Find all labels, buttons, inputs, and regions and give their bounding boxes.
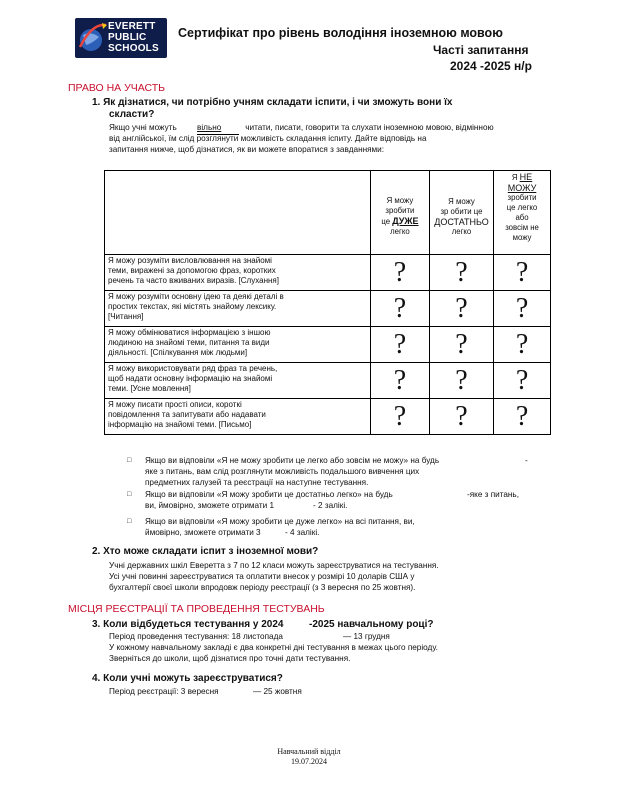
self-assessment-table — [104, 170, 551, 435]
answer-mark: ? — [429, 291, 493, 327]
section-eligibility-heading: ПРАВО НА УЧАСТЬ — [68, 82, 166, 94]
table-header-row — [105, 171, 551, 255]
answer-mark: ? — [429, 363, 493, 399]
row-statement-writing: Я можу писати прості описи, короткі повідомлення та запитувати або надавати інформацію на знайомі теми. [Письмо] — [105, 399, 371, 435]
bullet-1-line-1: Якщо ви відповіли «Я не можу зробити це легко або зовсім не можу» на будь - — [145, 456, 528, 465]
answer-mark: ? — [494, 255, 551, 291]
bullet-1-line-2: яке з питань, вам слід розглянути можливість подальшого вивчення цих — [145, 467, 420, 476]
answer-1-text-a: Якщо учні можуть — [109, 123, 177, 132]
bullet-2-line-1: Якщо ви відповіли «Я можу зробити це достатньо легко» на будь -яке з питань, — [145, 490, 519, 499]
answer-1-line-2: від англійської, їм слід розглянути можливість складання іспиту. Дайте відповідь на — [109, 134, 427, 143]
table-row — [105, 399, 551, 435]
answer-mark: ? — [429, 399, 493, 435]
answer-2-line-3: бухгалтерії своєї школи впродовж періоду реєстрації (з 3 вересня по 25 жовтня). — [109, 583, 416, 592]
answer-2-line-2: Усі учні повинні зареєструватися та оплатити внесок у розмірі 10 доларів США у — [109, 572, 415, 581]
faq-subtitle: Часті запитання — [433, 43, 529, 57]
bullet-icon: □ — [127, 457, 132, 464]
logo-line-3: SCHOOLS — [108, 43, 159, 54]
row-statement-reading: Я можу розуміти основну ідею та деякі деталі в простих текстах, які містять знайому лексику. [Читання] — [105, 291, 371, 327]
answer-mark: ? — [429, 327, 493, 363]
table-row — [105, 291, 551, 327]
question-2: 2. Хто може складати іспит з іноземної мови? — [92, 546, 319, 557]
question-3: 3. Коли відбудеться тестування у 2024 -2025 навчальному році? — [92, 619, 434, 630]
school-year: 2024 -2025 н/р — [450, 59, 532, 73]
answer-mark: ? — [494, 327, 551, 363]
answer-mark: ? — [370, 255, 429, 291]
answer-mark: ? — [370, 327, 429, 363]
table-row — [105, 255, 551, 291]
header-cannot: Я НЕ МОЖУ зробити це легко або зовсім не можу — [494, 171, 551, 255]
answer-mark: ? — [494, 363, 551, 399]
answer-2-line-1: Учні державних шкіл Еверетта з 7 по 12 класи можуть зареєструватися на тестування. — [109, 561, 439, 570]
answer-3-line-1: Період проведення тестування: 18 листопада — 13 грудня — [109, 632, 390, 641]
row-statement-listening: Я можу розуміти висловлювання на знайомі теми, виражені за допомогою фраз, коротких речень та часто вживаних виразів. [Слухання] — [105, 255, 371, 291]
answer-3-line-3: Зверніться до школи, щоб дізнатися про точні дати тестування. — [109, 654, 351, 663]
bullet-2-line-2: ви, ймовірно, зможете отримати 1 - 2 залікі. — [145, 501, 348, 510]
footer-department: Навчальний відділ — [277, 747, 341, 756]
answer-mark: ? — [494, 291, 551, 327]
answer-3-line-2: У кожному навчальному закладі є два конкретні дні тестування в межах цього періоду. — [109, 643, 438, 652]
footer-date: 19.07.2024 — [291, 757, 327, 766]
logo-line-1: EVERETT — [108, 21, 156, 32]
answer-mark: ? — [494, 399, 551, 435]
bullet-3-line-1: Якщо ви відповіли «Я можу зробити це дуже легко» на всі питання, ви, — [145, 517, 415, 526]
header-easy-enough: Я можу зр обити це ДОСТАТНЬО легко — [429, 171, 493, 255]
school-logo — [75, 18, 167, 58]
row-statement-speaking: Я можу використовувати ряд фраз та речень, щоб надати основну інформацію на знайомі теми. [Усне мовлення] — [105, 363, 371, 399]
section-registration-heading: МІСЦЯ РЕЄСТРАЦІЇ ТА ПРОВЕДЕННЯ ТЕСТУВАНЬ — [68, 603, 325, 615]
bullet-3-line-2: ймовірно, зможете отримати 3 - 4 залікі. — [145, 528, 320, 537]
bullet-icon: □ — [127, 518, 132, 525]
answer-mark: ? — [429, 255, 493, 291]
header-very-easy: Я можу зробити це ДУЖЕ легко — [370, 171, 429, 255]
answer-mark: ? — [370, 291, 429, 327]
question-4: 4. Коли учні можуть зареєструватися? — [92, 673, 283, 684]
logo-line-2: PUBLIC — [108, 32, 147, 43]
question-1-line-2: скласти? — [109, 109, 155, 120]
answer-4-line-1: Період реєстрації: 3 вересня — 25 жовтня — [109, 687, 302, 696]
bullet-icon: □ — [127, 491, 132, 498]
answer-mark: ? — [370, 363, 429, 399]
globe-icon — [78, 21, 108, 55]
answer-1-line-1 — [109, 123, 494, 135]
table-row — [105, 327, 551, 363]
answer-1-underlined: вільно — [197, 123, 239, 135]
bullet-1-line-3: предметних галузей та реєстрації на наступне тестування. — [145, 478, 369, 487]
page-title: Сертифікат про рівень володіння іноземною мовою — [178, 26, 503, 40]
question-1-line-1: 1. Як дізнатися, чи потрібно учням складати іспити, і чи зможуть вони їх — [92, 97, 453, 108]
answer-1-line-3: запитання нижче, щоб дізнатися, як ви можете впоратися з завданнями: — [109, 145, 385, 154]
answer-1-text-b: читати, писати, говорити та слухати іноземною мовою, відмінною — [245, 123, 494, 132]
table-row — [105, 363, 551, 399]
answer-mark: ? — [370, 399, 429, 435]
row-statement-interpersonal: Я можу обмінюватися інформацією з іншою людиною на знайомі теми, питання та види діяльності. [Спілкування між людьми] — [105, 327, 371, 363]
header-empty-cell — [105, 171, 371, 255]
